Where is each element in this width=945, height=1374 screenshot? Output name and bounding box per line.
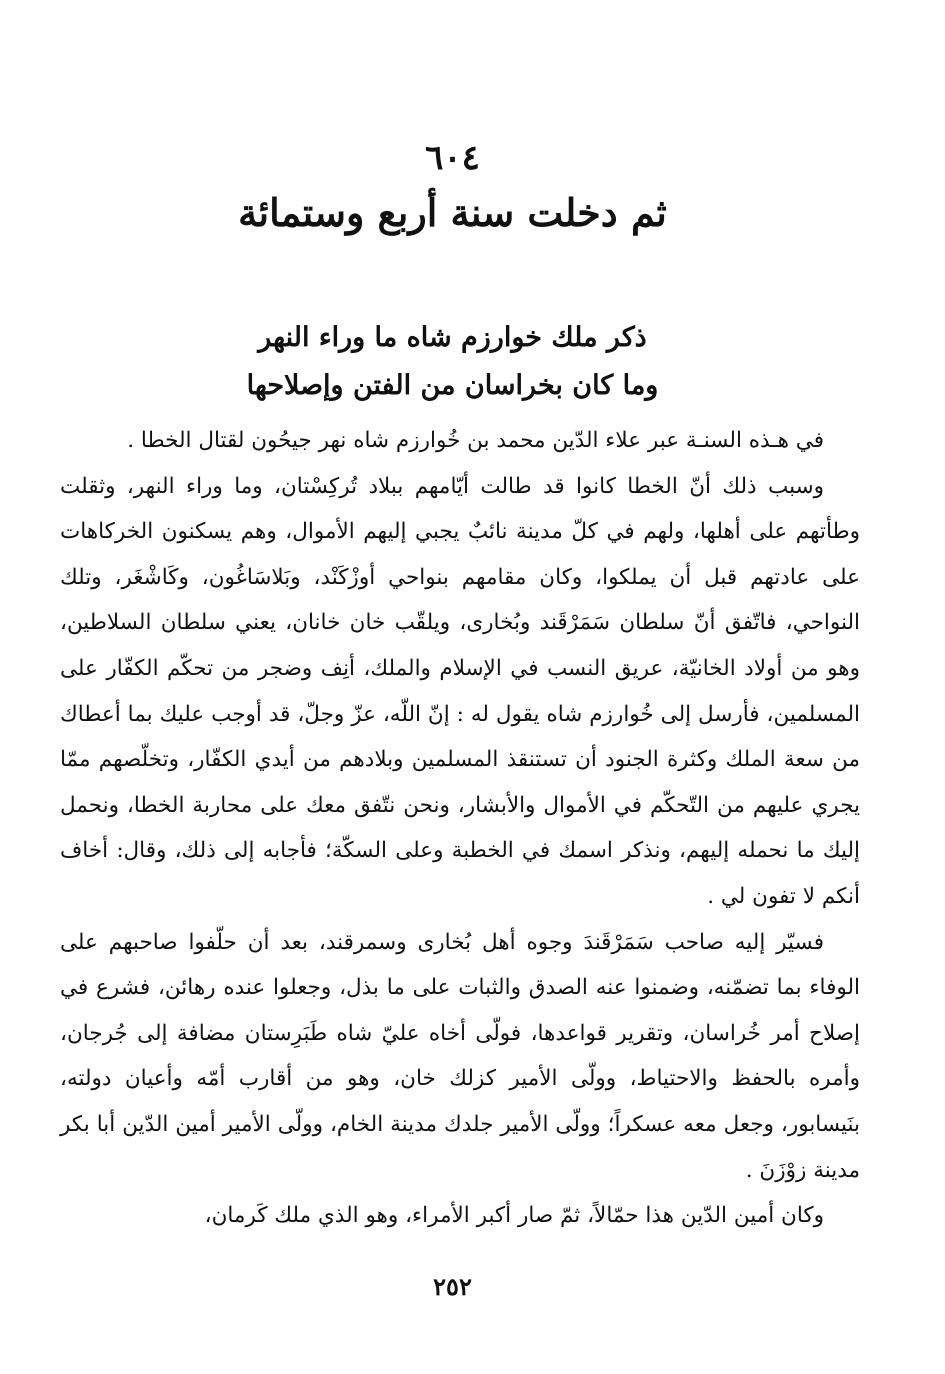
chapter-title: ثم دخلت سنة أربع وستمائة (238, 190, 667, 235)
body-text (60, 418, 860, 1239)
section-heading-line2: وما كان بخراسان من الفتن وإصلاحها (246, 370, 659, 401)
paragraph: وسبب ذلك أنّ الخطا كانوا قد طالت أيّامهم ببلاد تُركِسْتان، وما وراء النهر، وثقلت وطأتهم على أهلها، ولهم في كلّ مدينة نائبٌ يجبي إليهم الأموال، وهم يسكنون الخركاهات على عادتهم قبل أن يملكوا، وكان مقامهم بنواحي أوزْكَنْد، وبَلاسَاغُون، وكَاشْغَر، وتلك النواحي، فاتّفق أنّ سلطان سَمَرْقَند وبُخارى، ويلقّب خان خانان، يعني سلطان السلاطين، وهو من أولاد الخانيّة، عريق النسب في الإسلام والملك، أنِف وضجر من تحكّم الكفّار على المسلمين، فأرسل إلى خُوارزم شاه يقول له : إنّ اللّه، عزّ وجلّ، قد أوجب عليك بما أعطاك من سعة الملك وكثرة الجنود أن تستنقذ المسلمين وبلادهم من أيدي الكفّار، وتخلّصهم ممّا يجري عليهم من التّحكّم في الأموال والأبشار، ونحن نتّفق معك على محاربة الخطا، ونحمل إليك ما نحمله إليهم، ونذكر اسمك في الخطبة وعلى السكّة؛ فأجابه إلى ذلك، وقال: أخاف أنكم لا تفون لي . (60, 473, 860, 909)
paragraph: وكان أمين الدّين هذا حمّالاً، ثمّ صار أكبر الأمراء، وهو الذي ملك كَرمان، (204, 1203, 824, 1229)
section-heading-line1: ذكر ملك خوارزم شاه ما وراء النهر (258, 322, 647, 353)
paragraph: في هـذه السنـة عبر علاء الدّين محمد بن خُوارزم شاه نهر جيحُون لقتال الخطا . (127, 428, 824, 453)
paragraph: فسيّر إليه صاحب سَمَرْقَندَ وجوه أهل بُخارى وسمرقند، بعد أن حلّفوا صاحبهم على الوفاء بما تضمّنه، وضمنوا عنه الصدق والثبات على ما بذل، وجعلوا عنده رهائن، فشرع في إصلاح أمر خُراسان، وتقرير قواعدها، فولّى أخاه عليّ شاه طَبَرِستان مضافة إلى جُرجان، وأمره بالحفظ والاحتياط، وولّى الأمير كزلك خان، وهو من أقارب أمّه وأعيان دولته، بنَيسابور، وجعل معه عسكراً؛ وولّى الأمير جلدك مدينة الخام، وولّى الأمير أمين الدّين أبا بكر مدينة زوْزَنَ . (60, 929, 860, 1183)
page-number: ٢٥٢ (433, 1272, 472, 1301)
year-number: ٦٠٤ (425, 138, 480, 178)
